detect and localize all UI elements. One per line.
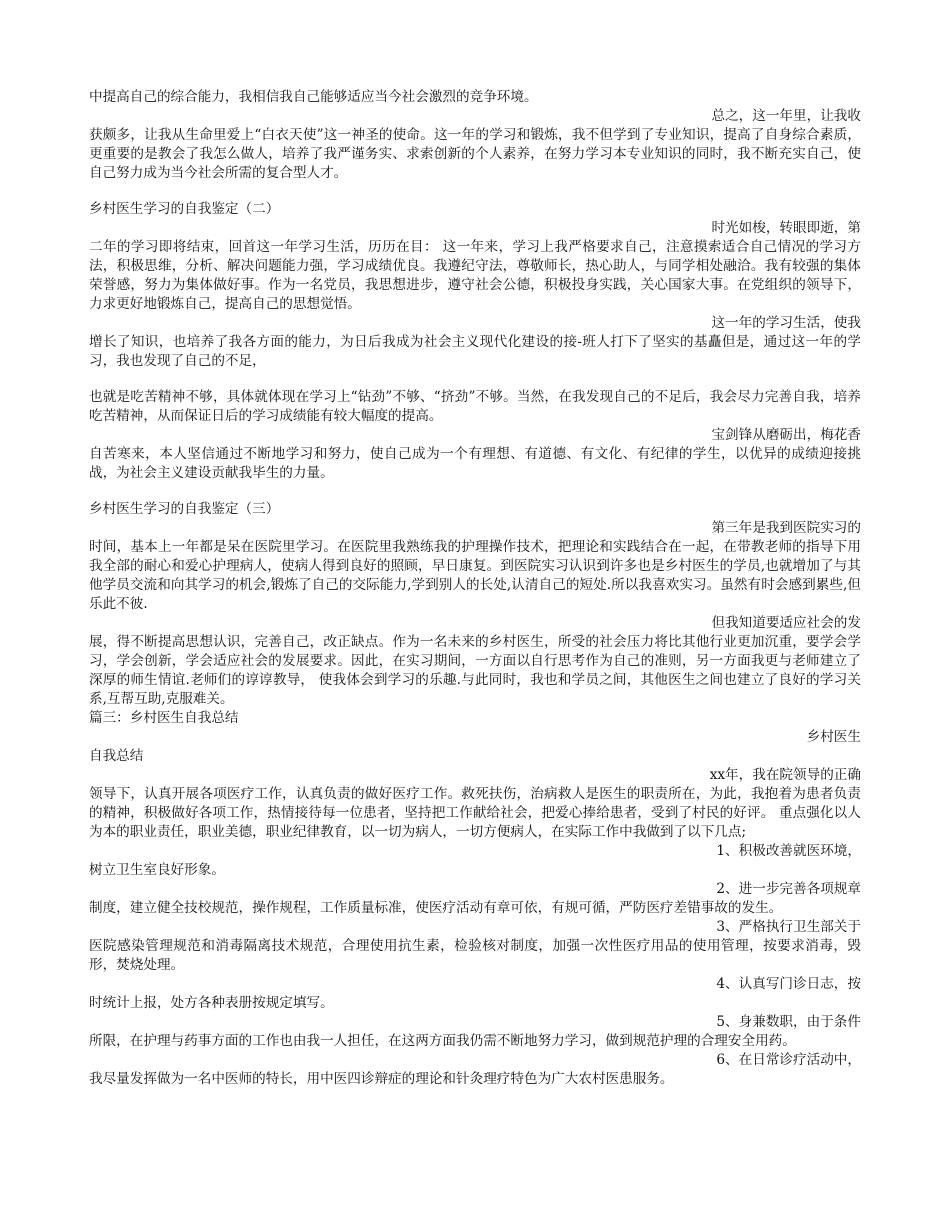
paragraph-lead: 这一年的学习生活，使我 [711,315,861,331]
paragraph-lead: 总之，这一年里，让我收 [711,108,861,124]
paragraph: 时间，基本上一年都是呆在医院里学习。在医院里我熟练我的护理操作技术，把理论和实践结合在一起，在带教老师的指导下用我全部的耐心和爱心护理病人，使病人得到良好的照顾，早日康复。到医院实习认识到许多也是乡村医生的学员,也就增加了与其他学员交流和向其学习的机会,锻炼了自己的交际能力,学到别人的长处,认清自己的短处.所以我喜欢实习。虽然有时会感到累些,但乐此不彼. [89,539,861,612]
list-item-lead: 5、身兼数职，由于条件 [716,1014,861,1030]
list-item-lead: 1、积极改善就医环境， [716,843,861,859]
document-page [89,88,861,1089]
paragraph: 获颇多，让我从生命里爱上“白衣天使”这一神圣的使命。这一年的学习和锻炼，我不但学到了专业知识，提高了自身综合素质，更重要的是教会了我怎么做人，培养了我严谨务实、求索创新的个人素养，在努力学习本专业知识的同时，我不断充实自己，使自己努力成为当今社会所需的复合型人才。 [89,127,861,181]
paragraph: 中提高自己的综合能力，我相信我自己能够适应当今社会激烈的竞争环境。 [89,89,538,105]
paragraph: 自我总结 [89,748,144,764]
paragraph-lead: 但我知道要适应社会的发 [711,615,861,631]
paragraph: 也就是吃苦精神不够，具体就体现在学习上“钻劲”不够、“挤劲”不够。当然，在我发现自己的不足后，我会尽力完善自我，培养吃苦精神，从而保证日后的学习成绩能有较大幅度的提高。 [89,389,861,424]
paragraph: 自苦寒来，本人坚信通过不断地学习和努力，使自己成为一个有理想、有道德、有文化、有纪律的学生，以优异的成绩迎接挑战，为社会主义建设贡献我毕生的力量。 [89,446,861,481]
paragraph: 二年的学习即将结束，回首这一年学习生活，历历在目： 这一年来，学习上我严格要求自己，注意摸索适合自己情况的学习方法，积极思维，分析、解决问题能力强，学习成绩优良。我遵纪守法，尊敬师长，热心助人，与同学相处融洽。我有较强的集体荣誉感，努力为集体做好事。作为一名党员，我思想进步，遵守社会公德，积极投身实践，关心国家大事。在党组织的领导下，力求更好地锻炼自己，提高自己的思想觉悟。 [89,239,861,312]
paragraph-lead: 乡村医生 [806,729,861,745]
paragraph: 领导下，认真开展各项医疗工作，认真负责的做好医疗工作。救死扶伤，治病救人是医生的职责所在，为此，我抱着为患者负责的精神，积极做好各项工作，热情接待每一位患者，坚持把工作献给社会，把爱心捧给患者，受到了村民的好评。 重点强化以人为本的职业责任，职业美德，职业纪律教育，以一切为病人，一切方便病人，在实际工作中我做到了以下几点; [89,786,861,840]
list-item-lead: 2、进一步完善各项规章 [716,881,861,897]
paragraph: 展，得不断提高思想认识，完善自己，改正缺点。作为一名未来的乡村医生，所受的社会压力将比其他行业更加沉重，要学会学习，学会创新，学会适应社会的发展要求。因此，在实习期间，一方面以自行思考作为自己的准则，另一方面我更与老师建立了深厚的师生情谊.老师们的谆谆教导， 使我体会到学习的乐趣.与此同时，我也和学员之间，其他医生之间也建立了良好的学习关系,互帮互助,克服难关。 [89,634,861,707]
paragraph-lead: 时光如梭，转眼即逝，第 [711,220,861,236]
paragraph-lead: 第三年是我到医院实习的 [711,520,861,536]
section-heading: 乡村医生学习的自我鉴定（三） [89,501,280,517]
list-item-lead: 6、在日常诊疗活动中， [716,1052,861,1068]
list-item: 树立卫生室良好形象。 [89,862,225,878]
list-item: 医院感染管理规范和消毒隔离技术规范，合理使用抗生素，检验核对制度，加强一次性医疗用品的使用管理，按要求消毒，毁形，焚烧处理。 [89,938,861,973]
list-item: 时统计上报，处方各种表册按规定填写。 [89,995,334,1011]
paragraph-lead: 宝剑锋从磨砺出，梅花香 [711,427,861,443]
list-item-lead: 3、严格执行卫生部关于 [716,919,861,935]
list-item-lead: 4、认真写门诊日志，按 [716,976,861,992]
list-item: 制度，建立健全技校规范，操作规程，工作质量标准，使医疗活动有章可依，有规可循，严防医疗差错事故的发生。 [89,900,783,916]
list-item: 所限，在护理与药事方面的工作也由我一人担任，在这两方面我仍需不断地努力学习，做到规范护理的合理安全用药。 [89,1033,796,1049]
paragraph-lead: xx年，我在院领导的正确 [709,767,861,783]
list-item: 我尽量发挥做为一名中医师的特长，用中医四诊辩症的理论和针灸理疗特色为广大农村医患服务。 [89,1071,674,1087]
section-heading: 乡村医生学习的自我鉴定（二） [89,201,280,217]
paragraph: 增长了知识，也培养了我各方面的能力，为日后我成为社会主义现代化建设的接-班人打下了坚实的基矗但是，通过这一年的学习，我也发现了自己的不足， [89,334,861,369]
section-heading: 篇三：乡村医生自我总结 [89,710,239,726]
